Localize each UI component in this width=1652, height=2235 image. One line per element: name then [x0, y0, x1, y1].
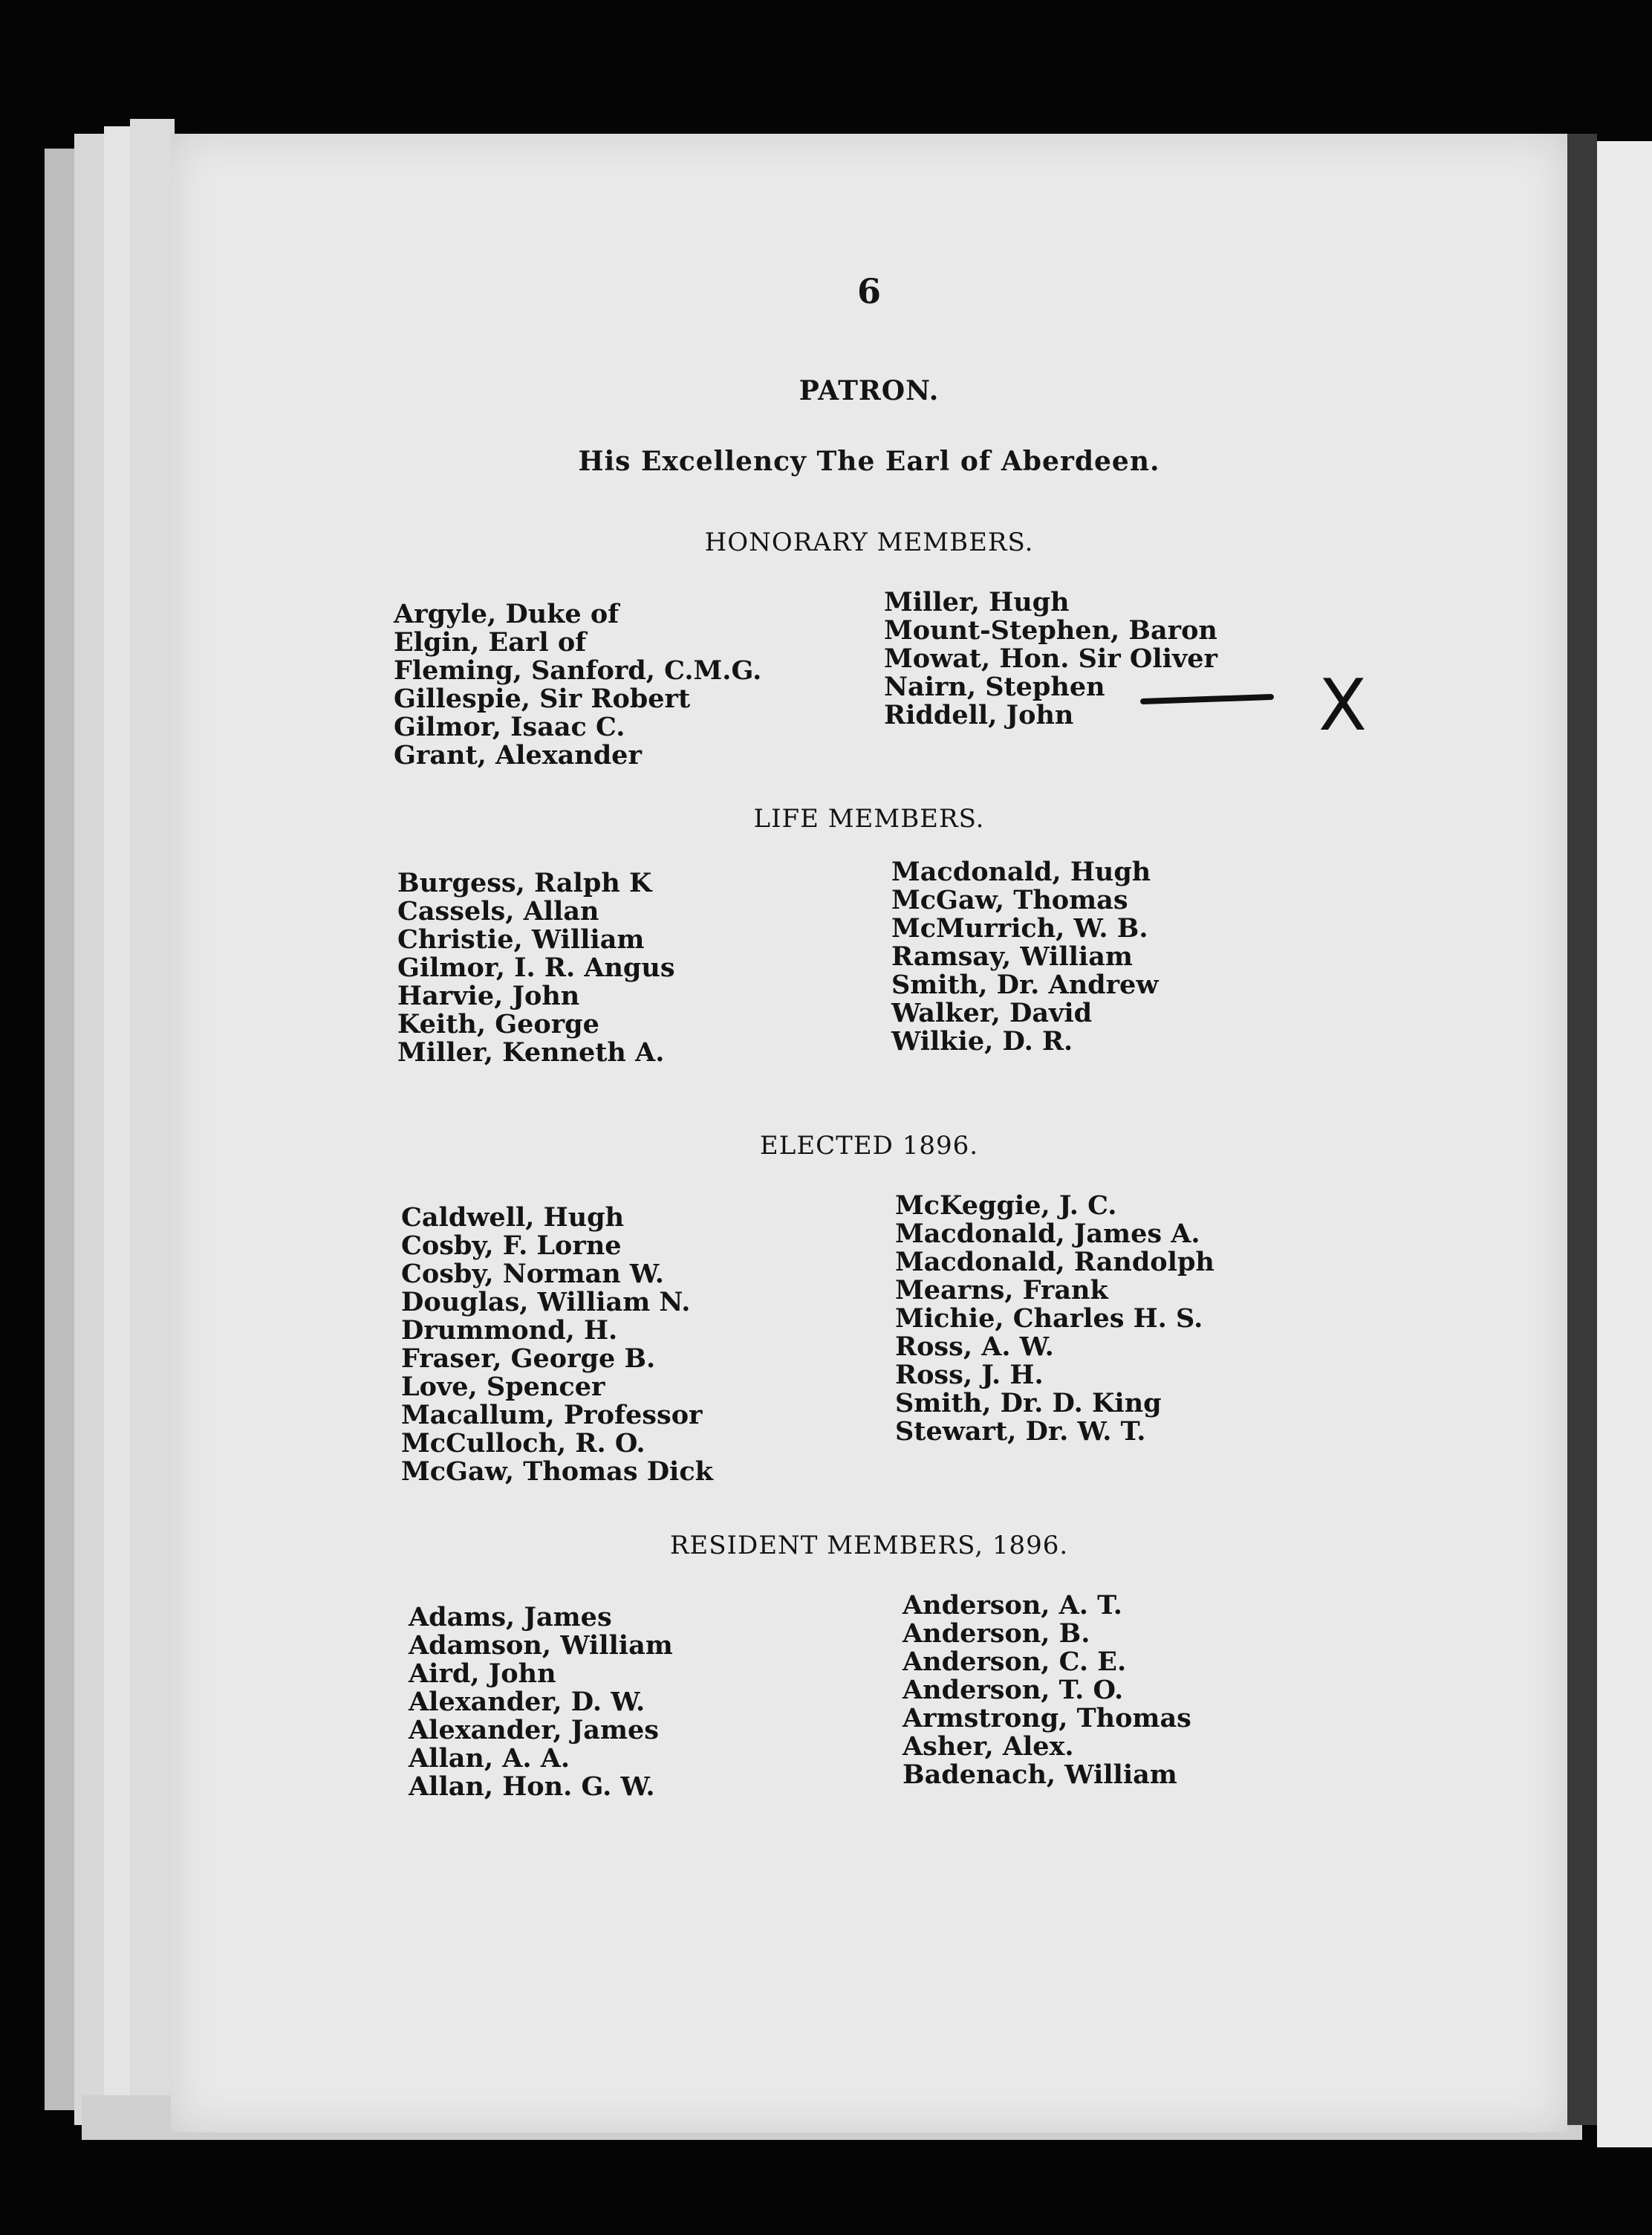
- page-edge: [130, 119, 175, 2140]
- member-name: McGaw, Thomas Dick: [401, 1456, 713, 1487]
- elected-right-column: [895, 1192, 1214, 1446]
- elected-left-column: [401, 1204, 713, 1486]
- member-name: Burgess, Ralph K: [397, 868, 652, 898]
- member-name: Anderson, T. O.: [903, 1675, 1124, 1705]
- member-name: Drummond, H.: [401, 1315, 618, 1346]
- member-name: Macdonald, Randolph: [895, 1247, 1214, 1277]
- member-name: McMurrich, W. B.: [891, 913, 1148, 944]
- member-name: Gillespie, Sir Robert: [394, 684, 691, 714]
- member-name: Alexander, James: [409, 1715, 659, 1745]
- member-name: Ross, A. W.: [895, 1331, 1054, 1362]
- member-name: Allan, Hon. G. W.: [409, 1771, 655, 1802]
- member-name: McKeggie, J. C.: [895, 1190, 1117, 1221]
- honorary-left-column: [394, 600, 761, 770]
- member-name: Nairn, Stephen: [884, 672, 1105, 702]
- resident-left-column: [409, 1603, 673, 1801]
- member-name: Aird, John: [409, 1658, 556, 1689]
- patron-name: His Excellency The Earl of Aberdeen.: [578, 446, 1160, 477]
- resident-heading: RESIDENT MEMBERS, 1896.: [669, 1531, 1069, 1560]
- life-heading: LIFE MEMBERS.: [753, 804, 985, 834]
- member-name: Cosby, F. Lorne: [401, 1230, 622, 1261]
- member-name: Christie, William: [397, 924, 645, 955]
- member-name: McGaw, Thomas: [891, 885, 1128, 915]
- member-name: Adams, James: [409, 1602, 612, 1632]
- member-name: Allan, A. A.: [409, 1743, 570, 1774]
- member-name: Miller, Kenneth A.: [397, 1037, 665, 1068]
- member-name: Gilmor, Isaac C.: [394, 712, 625, 742]
- member-name: Riddell, John: [884, 700, 1074, 730]
- member-name: Mowat, Hon. Sir Oliver: [884, 643, 1217, 674]
- member-name: McCulloch, R. O.: [401, 1428, 645, 1459]
- member-name: Mearns, Frank: [895, 1275, 1108, 1305]
- honorary-right-column: [884, 588, 1217, 730]
- member-name: Miller, Hugh: [884, 587, 1070, 617]
- elected-heading: ELECTED 1896.: [759, 1131, 979, 1161]
- page-edge: [74, 134, 104, 2125]
- page-edge: [45, 149, 74, 2110]
- handwritten-x-mark: X: [1318, 665, 1368, 747]
- page-edge: [104, 126, 134, 2140]
- book-spine: [1567, 134, 1597, 2125]
- member-name: Elgin, Earl of: [394, 627, 587, 658]
- resident-right-column: [903, 1592, 1191, 1789]
- book-page: [171, 134, 1567, 2132]
- member-name: Caldwell, Hugh: [401, 1202, 625, 1233]
- member-name: Love, Spencer: [401, 1372, 605, 1402]
- member-name: Ross, J. H.: [895, 1360, 1044, 1390]
- member-name: Cosby, Norman W.: [401, 1259, 664, 1289]
- member-name: Adamson, William: [409, 1630, 673, 1661]
- member-name: Douglas, William N.: [401, 1287, 691, 1317]
- member-name: Ramsay, William: [891, 941, 1133, 972]
- member-name: Smith, Dr. D. King: [895, 1388, 1162, 1418]
- member-name: Macallum, Professor: [401, 1400, 703, 1430]
- member-name: Fleming, Sanford, C.M.G.: [394, 655, 762, 686]
- member-name: Mount-Stephen, Baron: [884, 615, 1217, 646]
- member-name: Macdonald, James A.: [895, 1219, 1200, 1249]
- member-name: Grant, Alexander: [394, 740, 642, 771]
- member-name: Fraser, George B.: [401, 1343, 656, 1374]
- life-left-column: [397, 869, 675, 1067]
- member-name: Badenach, William: [903, 1759, 1177, 1790]
- member-name: Harvie, John: [397, 981, 580, 1011]
- member-name: Wilkie, D. R.: [891, 1026, 1073, 1057]
- member-name: Keith, George: [397, 1009, 599, 1039]
- member-name: Gilmor, I. R. Angus: [397, 953, 675, 983]
- patron-heading: PATRON.: [799, 375, 940, 406]
- member-name: Alexander, D. W.: [409, 1687, 645, 1717]
- member-name: Stewart, Dr. W. T.: [895, 1416, 1146, 1447]
- member-name: Anderson, C. E.: [903, 1647, 1127, 1677]
- life-right-column: [891, 858, 1158, 1056]
- member-name: Argyle, Duke of: [394, 599, 620, 629]
- member-name: Walker, David: [891, 998, 1093, 1028]
- member-name: Cassels, Allan: [397, 896, 599, 927]
- member-name: Asher, Alex.: [903, 1731, 1074, 1762]
- member-name: Macdonald, Hugh: [891, 857, 1151, 887]
- page-number: 6: [856, 271, 881, 311]
- member-name: Michie, Charles H. S.: [895, 1303, 1203, 1334]
- facing-page-edge: [1597, 141, 1652, 2147]
- member-name: Armstrong, Thomas: [903, 1703, 1191, 1733]
- member-name: Smith, Dr. Andrew: [891, 970, 1159, 1000]
- honorary-heading: HONORARY MEMBERS.: [704, 528, 1034, 557]
- member-name: Anderson, A. T.: [903, 1590, 1122, 1621]
- member-name: Anderson, B.: [903, 1618, 1090, 1649]
